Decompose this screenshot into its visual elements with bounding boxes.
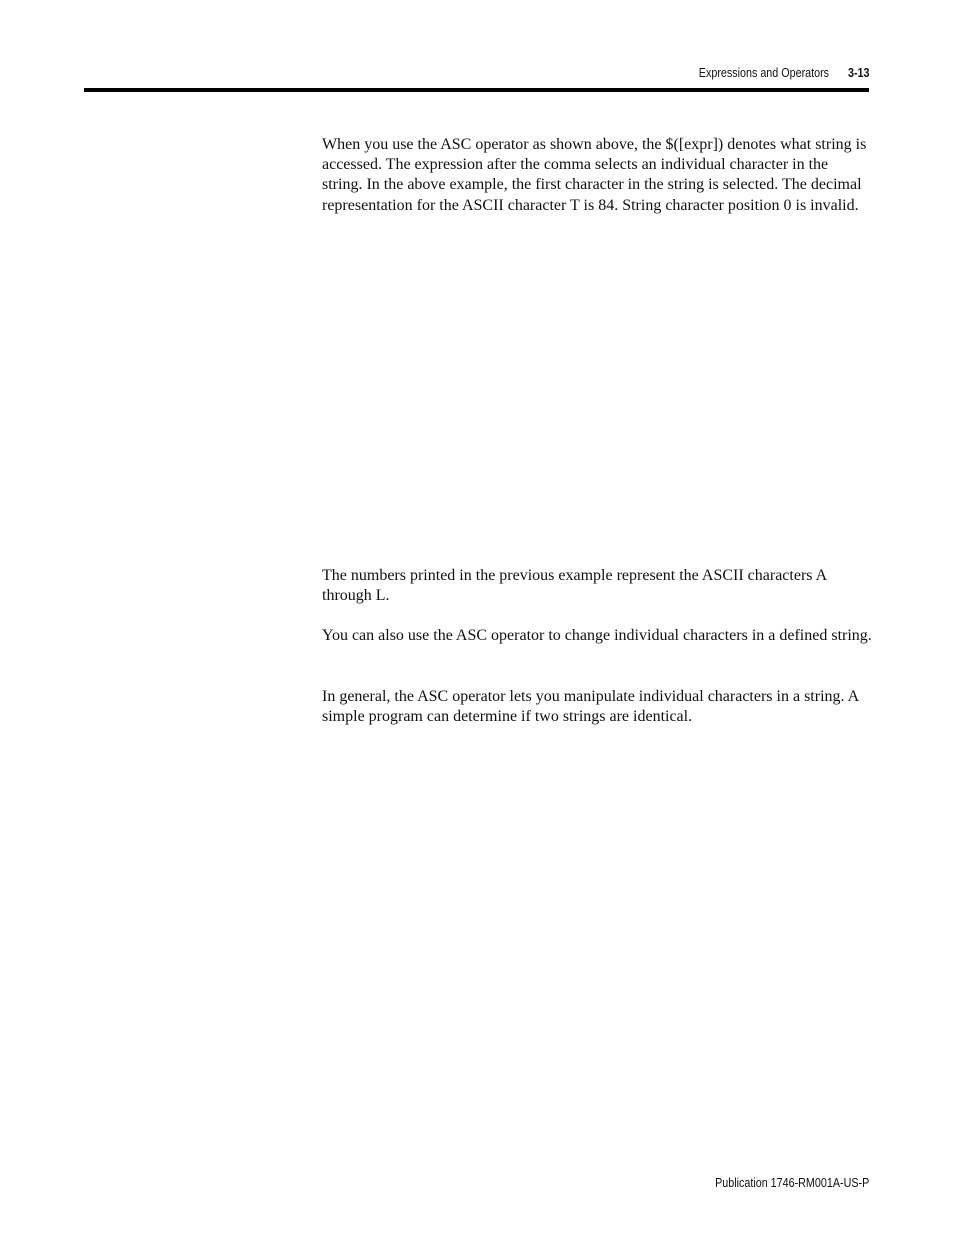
paragraph-ascii-characters: The numbers printed in the previous example represent the ASCII characters A through L. bbox=[322, 567, 827, 605]
publication-footer: Publication 1746-RM001A-US-P bbox=[714, 1176, 869, 1190]
running-header bbox=[698, 66, 869, 80]
header-rule bbox=[84, 88, 869, 92]
paragraph-change-characters: You can also use the ASC operator to change individual characters in a defined string. bbox=[322, 627, 872, 644]
page-number: 3-13 bbox=[847, 66, 869, 80]
page-header bbox=[84, 62, 869, 92]
paragraph-asc-operator-explanation: When you use the ASC operator as shown above, the $([expr]) denotes what string is accessed. The expression after the comma selects an individual character in the string. In the above example, the first character in the string is selected. The decimal representation for the ASCII character T is 84. String character position 0 is invalid. bbox=[322, 136, 867, 214]
paragraph-manipulate-characters: In general, the ASC operator lets you manipulate individual characters in a string. A simple program can determine if two strings are identical. bbox=[322, 688, 859, 726]
section-title: Expressions and Operators bbox=[698, 66, 829, 80]
